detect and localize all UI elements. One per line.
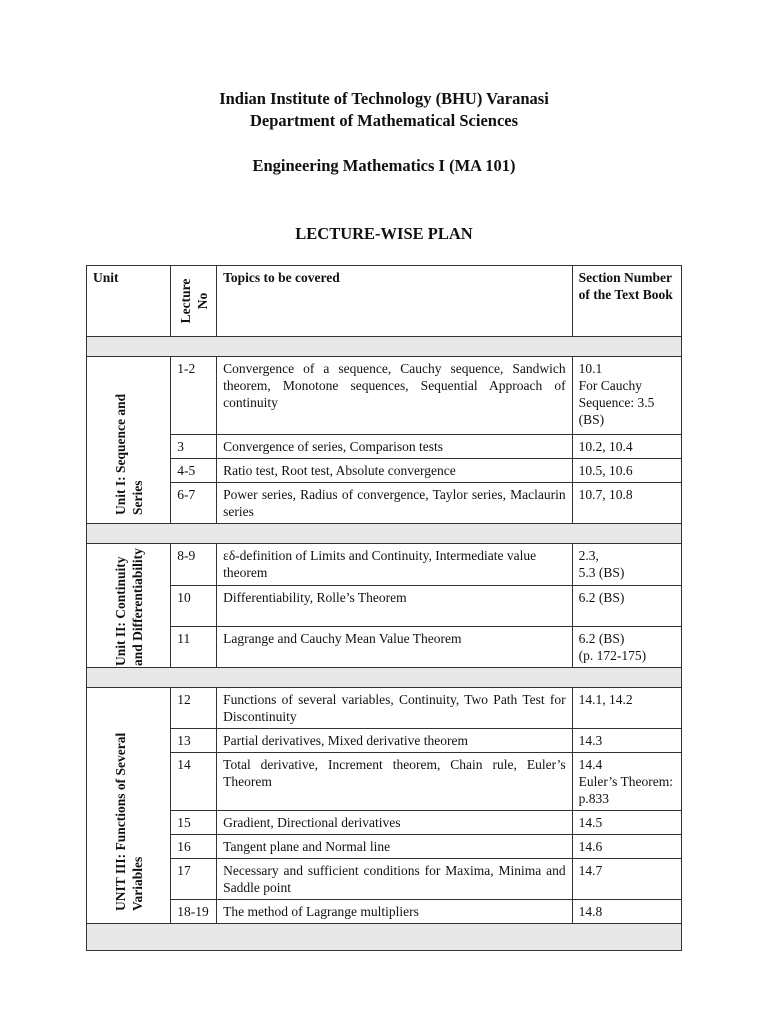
- table-row: [87, 811, 682, 835]
- plan-title: LECTURE-WISE PLAN: [295, 224, 473, 243]
- topic: Lagrange and Cauchy Mean Value Theorem: [217, 627, 572, 668]
- table-row: [87, 688, 682, 729]
- separator-row: [87, 337, 682, 357]
- section: [572, 357, 681, 435]
- table-row: [87, 753, 682, 811]
- separator-row: [87, 924, 682, 951]
- topic: Partial derivatives, Mixed derivative theorem: [217, 729, 572, 753]
- table-row: [87, 435, 682, 459]
- lecture-no: 4-5: [171, 459, 217, 483]
- section-note: 5.3 (BS): [578, 565, 625, 580]
- header-unit: Unit: [87, 266, 171, 337]
- table-row: [87, 459, 682, 483]
- section-value: 6.2 (BS): [578, 631, 625, 646]
- topic: Convergence of series, Comparison tests: [217, 435, 572, 459]
- table-header-row: [87, 266, 682, 337]
- unit-1-cell: [87, 357, 171, 524]
- topic: Power series, Radius of convergence, Taylor series, Maclaurin series: [217, 483, 572, 524]
- lecture-no: 16: [171, 835, 217, 859]
- section: 14.7: [572, 859, 681, 900]
- unit-3-label: UNIT III: Functions of Several Variables: [112, 732, 145, 911]
- header-lecture-no-text: Lecture No: [177, 278, 210, 324]
- topic: Gradient, Directional derivatives: [217, 811, 572, 835]
- section: [572, 627, 681, 668]
- lecture-plan-table: [86, 265, 682, 951]
- table-row: [87, 859, 682, 900]
- lecture-no: 3: [171, 435, 217, 459]
- separator-row: [87, 668, 682, 688]
- table-row: [87, 627, 682, 668]
- topic: Total derivative, Increment theorem, Chain rule, Euler’s Theorem: [217, 753, 572, 811]
- section: 10.7, 10.8: [572, 483, 681, 524]
- unit-2-label: Unit II: Continuity and Differentiability: [112, 547, 145, 666]
- unit-2-cell: [87, 544, 171, 668]
- separator-row: [87, 524, 682, 544]
- section: 14.8: [572, 900, 681, 924]
- header-topics: Topics to be covered: [217, 266, 572, 337]
- section: [572, 753, 681, 811]
- header-section: Section Number of the Text Book: [572, 266, 681, 337]
- topic: εδ-definition of Limits and Continuity, Intermediate value theorem: [217, 544, 572, 586]
- lecture-no: 6-7: [171, 483, 217, 524]
- lecture-no: 14: [171, 753, 217, 811]
- section-value: 10.1: [578, 361, 603, 376]
- lecture-no: 10: [171, 586, 217, 627]
- section-note: Euler’s Theorem: p.833: [578, 774, 673, 806]
- course-title: Engineering Mathematics I (MA 101): [252, 156, 516, 175]
- lecture-no: 15: [171, 811, 217, 835]
- topic: The method of Lagrange multipliers: [217, 900, 572, 924]
- lecture-no: 18-19: [171, 900, 217, 924]
- topic: Convergence of a sequence, Cauchy sequence, Sandwich theorem, Monotone sequences, Sequential Approach of continuity: [217, 357, 572, 435]
- unit-3-cell: [87, 688, 171, 924]
- section-note: For Cauchy Sequence: 3.5 (BS): [578, 378, 655, 427]
- section-value: 2.3,: [578, 548, 599, 563]
- section: 10.5, 10.6: [572, 459, 681, 483]
- topic: Differentiability, Rolle’s Theorem: [217, 586, 572, 627]
- table-row: [87, 900, 682, 924]
- lecture-no: 13: [171, 729, 217, 753]
- lecture-no: 8-9: [171, 544, 217, 586]
- table-row: [87, 586, 682, 627]
- lecture-no: 1-2: [171, 357, 217, 435]
- topic: Functions of several variables, Continuity, Two Path Test for Discontinuity: [217, 688, 572, 729]
- section: 14.6: [572, 835, 681, 859]
- table-row: [87, 729, 682, 753]
- section: 6.2 (BS): [572, 586, 681, 627]
- table-row: [87, 835, 682, 859]
- department-title: Department of Mathematical Sciences: [249, 111, 519, 130]
- header-lecture-no: [171, 266, 217, 337]
- lecture-no: 17: [171, 859, 217, 900]
- table-row: [87, 483, 682, 524]
- section: 10.2, 10.4: [572, 435, 681, 459]
- unit-1-label: Unit I: Sequence and Series: [112, 393, 145, 515]
- section-value: 14.4: [578, 757, 603, 772]
- section-note: (p. 172-175): [578, 648, 647, 663]
- section: 14.3: [572, 729, 681, 753]
- section: 14.1, 14.2: [572, 688, 681, 729]
- table-row: [87, 357, 682, 435]
- topic: Tangent plane and Normal line: [217, 835, 572, 859]
- section: [572, 544, 681, 586]
- section: 14.5: [572, 811, 681, 835]
- lecture-no: 11: [171, 627, 217, 668]
- institute-title: Indian Institute of Technology (BHU) Varanasi: [219, 89, 549, 108]
- topic: Ratio test, Root test, Absolute convergence: [217, 459, 572, 483]
- topic: Necessary and sufficient conditions for Maxima, Minima and Saddle point: [217, 859, 572, 900]
- lecture-no: 12: [171, 688, 217, 729]
- table-row: [87, 544, 682, 586]
